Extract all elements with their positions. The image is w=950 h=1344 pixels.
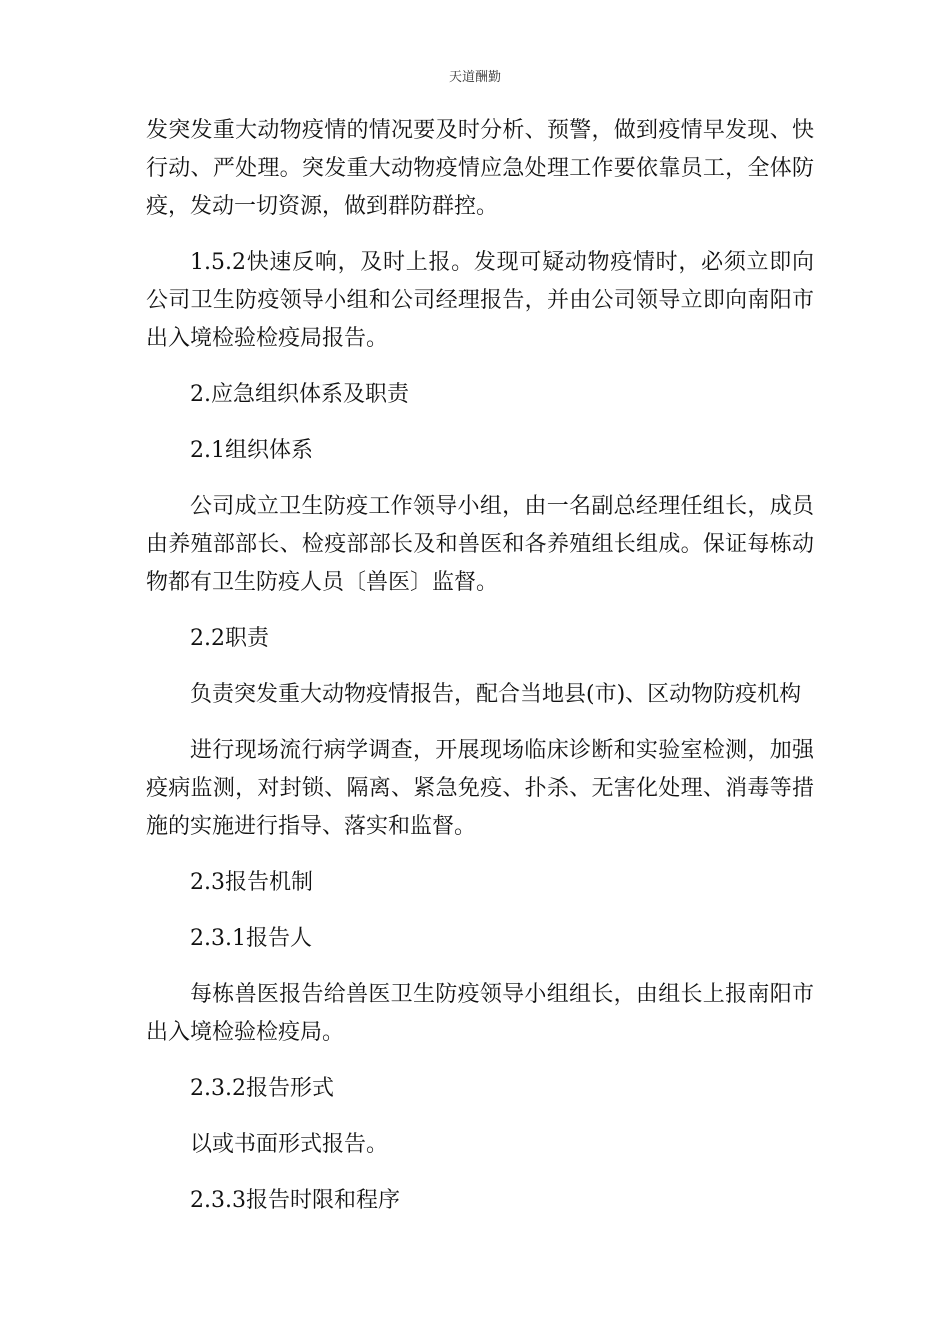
section-heading-2-3-2: 2.3.2报告形式 [190,1076,334,1101]
paragraph-duties-2: 进行现场流行病学调查，开展现场临床诊断和实验室检测，加强疫病监测，对封锁、隔离、紧急免疫、扑杀、无害化处理、消毒等措施的实施进行指导、落实和监督。 [146,738,814,839]
paragraph-organization: 公司成立卫生防疫工作领导小组，由一名副总经理任组长，成员由养殖部部长、检疫部部长及和兽医和各养殖组长组成。保证每栋动物都有卫生防疫人员〔兽医〕监督。 [146,494,814,595]
paragraph-reporter: 每栋兽医报告给兽医卫生防疫领导小组组长，由组长上报南阳市出入境检验检疫局。 [146,982,814,1045]
paragraph-duties-1: 负责突发重大动物疫情报告，配合当地县(市)、区动物防疫机构 [190,682,802,707]
section-heading-2: 2.应急组织体系及职责 [190,382,409,407]
paragraph-report-form: 以或书面形式报告。 [190,1132,389,1157]
page-header: 天道酬勤 [448,70,501,85]
section-heading-2-3: 2.3报告机制 [190,870,313,895]
document-body [146,112,814,1238]
section-heading-2-2: 2.2职责 [190,626,269,651]
paragraph-1-5-2: 1.5.2快速反响，及时上报。发现可疑动物疫情时，必须立即向公司卫生防疫领导小组和公司经理报告，并由公司领导立即向南阳市出入境检验检疫局报告。 [146,250,814,351]
section-heading-2-1: 2.1组织体系 [190,438,313,463]
paragraph-continuation: 发突发重大动物疫情的情况要及时分析、预警，做到疫情早发现、快行动、严处理。突发重大动物疫情应急处理工作要依靠员工，全体防疫，发动一切资源，做到群防群控。 [146,118,814,219]
section-heading-2-3-1: 2.3.1报告人 [190,926,312,951]
section-heading-2-3-3: 2.3.3报告时限和程序 [190,1188,400,1213]
